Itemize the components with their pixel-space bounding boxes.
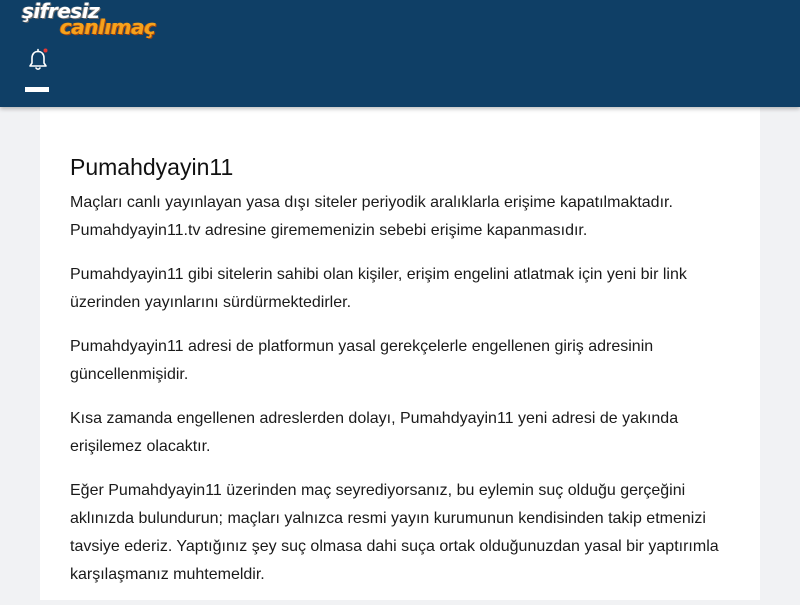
article-paragraph: Pumahdyayin11 adresi de platformun yasal gerekçelerle engellenen giriş adresinin güncellenmişidir.	[70, 338, 654, 383]
site-header	[0, 0, 800, 107]
article-paragraph: Maçları canlı yayınlayan yasa dışı siteler periyodik aralıklarla erişime kapatılmaktadır. Pumahdyayin11.tv adresine girememenizin sebebi erişime kapanmasıdır.	[70, 194, 673, 239]
bell-icon[interactable]	[27, 48, 49, 72]
article-paragraph: Kısa zamanda engellenen adreslerden dolayı, Pumahdyayin11 yeni adresi de yakında erişilemez olacaktır.	[70, 410, 679, 455]
site-logo[interactable]	[20, 0, 166, 42]
logo-text-secondary: canlımaç	[60, 15, 156, 39]
notification-dot	[44, 49, 48, 53]
article-paragraph: Pumahdyayin11 gibi sitelerin sahibi olan kişiler, erişim engelini atlatmak için yeni bir link üzerinden yayınlarını sürdürmektedirler.	[70, 266, 687, 311]
article-body	[70, 189, 730, 605]
hamburger-menu-icon[interactable]	[25, 87, 49, 92]
bell-icon-graphic	[27, 48, 49, 72]
article-title: Pumahdyayin11	[70, 154, 234, 180]
article-paragraph: Eğer Pumahdyayin11 üzerinden maç seyrediyorsanız, bu eylemin suç olduğu gerçeğini aklınızda bulundurun; maçları yalnızca resmi yayın kurumunun kendisinden takip etmenizi tavsiye ederiz. Yaptığınız şey suç olmasa dahi suça ortak olduğunuzdan yasal bir yaptırımla karşılaşmanız muhtemeldir.	[70, 482, 719, 583]
logo-text-primary: şifresiz	[22, 0, 100, 23]
article-card	[40, 107, 760, 600]
